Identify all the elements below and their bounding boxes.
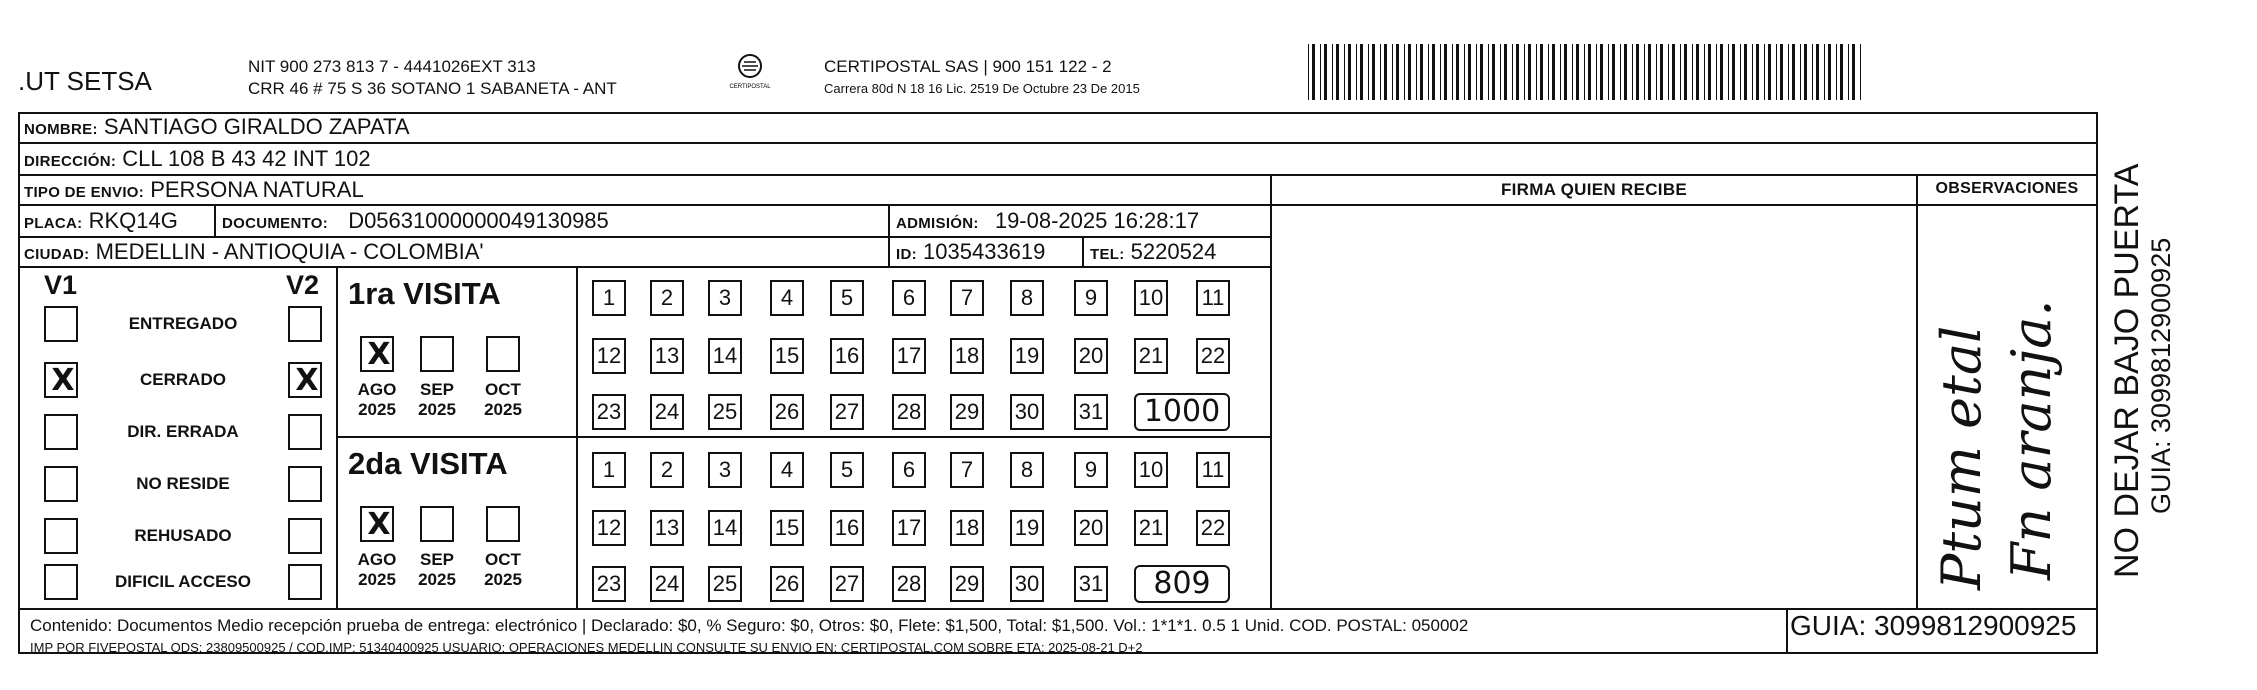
status-label: CERRADO bbox=[140, 370, 226, 389]
day-box[interactable]: 30 bbox=[1010, 566, 1044, 602]
barcode-bar bbox=[1624, 44, 1627, 100]
visit-hour[interactable]: 809 bbox=[1134, 565, 1230, 603]
barcode-bar bbox=[1668, 44, 1669, 100]
footer-content-line: Contenido: Documentos Medio recepción prueba de entrega: electrónico | Declarado: $0, % Seguro: $0, Otros: $0, Flete: $1,500, Total: $1,500. Vol.: 1*1*1. 0.5 1 Unid. COD. POSTAL: 050002 bbox=[30, 616, 1469, 635]
day-box[interactable]: 20 bbox=[1074, 510, 1108, 546]
month-label bbox=[347, 550, 407, 590]
v2-checkbox[interactable] bbox=[288, 414, 322, 450]
day-box[interactable]: 3 bbox=[708, 280, 742, 316]
barcode-bar bbox=[1752, 44, 1753, 100]
day-box[interactable]: 9 bbox=[1074, 280, 1108, 316]
day-box[interactable]: 30 bbox=[1010, 394, 1044, 430]
barcode-bar bbox=[1756, 44, 1759, 100]
barcode-bar bbox=[1608, 44, 1609, 100]
day-box[interactable]: 21 bbox=[1134, 338, 1168, 374]
day-box[interactable]: 15 bbox=[770, 510, 804, 546]
barcode-bar bbox=[1828, 44, 1831, 100]
barcode-bar bbox=[1788, 44, 1789, 100]
tipo-envio-row bbox=[24, 177, 364, 203]
barcode-bar bbox=[1800, 44, 1801, 100]
direccion-label: DIRECCIÓN: bbox=[24, 153, 117, 170]
month-year: 2025 bbox=[418, 400, 456, 419]
v1-checkbox[interactable] bbox=[44, 362, 78, 398]
v1-heading: V1 bbox=[44, 270, 78, 300]
day-box[interactable]: 24 bbox=[650, 566, 684, 602]
barcode-bar bbox=[1452, 44, 1453, 100]
barcode-bar bbox=[1488, 44, 1489, 100]
day-box[interactable]: 18 bbox=[950, 338, 984, 374]
certipostal-license: Carrera 80d N 18 16 Lic. 2519 De Octubre 23 De 2015 bbox=[824, 81, 1140, 96]
nombre-value: SANTIAGO GIRALDO ZAPATA bbox=[103, 114, 410, 139]
barcode-bar bbox=[1716, 44, 1717, 100]
admision-value: 19-08-2025 16:28:17 bbox=[994, 208, 1200, 233]
month-checkbox[interactable] bbox=[486, 506, 520, 542]
barcode-bar bbox=[1692, 44, 1693, 100]
month-checkbox[interactable] bbox=[420, 336, 454, 372]
day-box[interactable]: 18 bbox=[950, 510, 984, 546]
barcode-bar bbox=[1312, 44, 1315, 100]
certipostal-nit: CERTIPOSTAL SAS | 900 151 122 - 2 bbox=[824, 57, 1112, 76]
v1-checkbox[interactable] bbox=[44, 306, 78, 342]
barcode-bar bbox=[1416, 44, 1417, 100]
status-label: DIFICIL ACCESO bbox=[114, 572, 251, 591]
barcode-bar bbox=[1524, 44, 1525, 100]
side-warning: NO DEJAR BAJO PUERTA bbox=[2108, 163, 2146, 578]
day-box[interactable]: 3 bbox=[708, 452, 742, 488]
barcode-bar bbox=[1408, 44, 1411, 100]
documento-label: DOCUMENTO: bbox=[222, 215, 329, 232]
month-checkbox[interactable] bbox=[486, 336, 520, 372]
barcode-bar bbox=[1512, 44, 1513, 100]
v1-checkbox[interactable] bbox=[44, 414, 78, 450]
footer-print-line: IMP POR FIVEPOSTAL ODS: 23809500925 / COD.IMP: 51340400925 USUARIO: OPERACIONES MEDELLIN CONSULTE SU ENVIO EN: CERTIPOSTAL.COM SOBRE ETA: 2025-08-21 D+2 bbox=[30, 640, 1143, 655]
day-box[interactable]: 16 bbox=[830, 338, 864, 374]
barcode-bar bbox=[1728, 44, 1729, 100]
month-name: OCT bbox=[485, 380, 521, 399]
barcode-bar bbox=[1836, 44, 1837, 100]
barcode-bar bbox=[1516, 44, 1519, 100]
day-box[interactable]: 8 bbox=[1010, 452, 1044, 488]
barcode-bar bbox=[1840, 44, 1843, 100]
barcode-bar bbox=[1824, 44, 1825, 100]
day-box[interactable]: 4 bbox=[770, 452, 804, 488]
tipo-envio-value: PERSONA NATURAL bbox=[150, 177, 364, 202]
month-name: AGO bbox=[357, 380, 397, 399]
barcode-bar bbox=[1440, 44, 1441, 100]
visit2-title: 2da VISITA bbox=[348, 446, 508, 481]
barcode-bar bbox=[1816, 44, 1819, 100]
v1-check-mark: X bbox=[51, 363, 75, 398]
status-label: ENTREGADO bbox=[128, 314, 238, 333]
day-box[interactable]: 13 bbox=[650, 510, 684, 546]
day-box[interactable]: 16 bbox=[830, 510, 864, 546]
placa-value: RKQ14G bbox=[88, 208, 178, 233]
month-check-mark: X bbox=[367, 507, 391, 542]
direccion-value: CLL 108 B 43 42 INT 102 bbox=[122, 146, 371, 171]
barcode-bar bbox=[1812, 44, 1813, 100]
day-box[interactable]: 15 bbox=[770, 338, 804, 374]
month-label bbox=[473, 550, 533, 590]
day-box[interactable]: 25 bbox=[708, 566, 742, 602]
day-box[interactable]: 5 bbox=[830, 280, 864, 316]
v2-checkbox[interactable] bbox=[288, 518, 322, 554]
barcode-bar bbox=[1368, 44, 1369, 100]
signature-area[interactable] bbox=[1274, 206, 1914, 606]
id-value: 1035433619 bbox=[923, 239, 1046, 264]
observaciones-heading: OBSERVACIONES bbox=[1935, 180, 2079, 197]
month-label bbox=[407, 380, 467, 420]
barcode-bar bbox=[1320, 44, 1321, 100]
day-box[interactable]: 28 bbox=[892, 394, 926, 430]
v2-checkbox[interactable] bbox=[288, 564, 322, 600]
barcode-bar bbox=[1744, 44, 1747, 100]
placa-field bbox=[24, 208, 178, 234]
ciudad-value: MEDELLIN - ANTIOQUIA - COLOMBIA' bbox=[95, 239, 484, 264]
barcode-bar bbox=[1548, 44, 1549, 100]
barcode-bar bbox=[1536, 44, 1537, 100]
day-box[interactable]: 31 bbox=[1074, 566, 1108, 602]
company-name: .UT SETSA bbox=[18, 66, 152, 96]
barcode-bar bbox=[1420, 44, 1423, 100]
day-box[interactable]: 6 bbox=[892, 280, 926, 316]
tel-value: 5220524 bbox=[1130, 239, 1217, 264]
month-year: 2025 bbox=[484, 400, 522, 419]
day-box[interactable]: 29 bbox=[950, 394, 984, 430]
admision-field bbox=[896, 208, 1199, 234]
day-box[interactable]: 21 bbox=[1134, 510, 1168, 546]
observaciones-handwriting-line1: Ptum etal bbox=[1930, 325, 1993, 590]
company-address-line: CRR 46 # 75 S 36 SOTANO 1 SABANETA - ANT bbox=[248, 79, 617, 98]
barcode-bar bbox=[1576, 44, 1579, 100]
v1-checkbox[interactable] bbox=[44, 518, 78, 554]
barcode-bar bbox=[1596, 44, 1597, 100]
documento-value: D05631000000049130985 bbox=[348, 208, 609, 233]
id-label: ID: bbox=[896, 246, 917, 263]
tel-field bbox=[1090, 239, 1216, 265]
day-box[interactable]: 14 bbox=[708, 510, 742, 546]
month-name: AGO bbox=[357, 550, 397, 569]
day-box[interactable]: 19 bbox=[1010, 510, 1044, 546]
day-box[interactable]: 22 bbox=[1196, 510, 1230, 546]
side-guia: GUIA: 3099812900925 bbox=[2146, 237, 2176, 514]
barcode-bar bbox=[1380, 44, 1381, 100]
barcode-bar bbox=[1740, 44, 1741, 100]
barcode-bar bbox=[1356, 44, 1357, 100]
month-year: 2025 bbox=[358, 570, 396, 589]
tipo-envio-label: TIPO DE ENVIO: bbox=[24, 184, 145, 201]
day-box[interactable]: 9 bbox=[1074, 452, 1108, 488]
barcode-bar bbox=[1396, 44, 1399, 100]
day-box[interactable]: 26 bbox=[770, 566, 804, 602]
day-box[interactable]: 26 bbox=[770, 394, 804, 430]
barcode bbox=[1306, 44, 1866, 100]
barcode-bar bbox=[1456, 44, 1459, 100]
month-label bbox=[407, 550, 467, 590]
ciudad-label: CIUDAD: bbox=[24, 246, 90, 263]
barcode-bar bbox=[1492, 44, 1495, 100]
barcode-bar bbox=[1612, 44, 1615, 100]
footer-guia: GUIA: 3099812900925 bbox=[1790, 610, 2077, 641]
barcode-bar bbox=[1432, 44, 1435, 100]
month-name: OCT bbox=[485, 550, 521, 569]
barcode-bar bbox=[1780, 44, 1783, 100]
barcode-bar bbox=[1708, 44, 1711, 100]
month-checkbox[interactable] bbox=[360, 336, 394, 372]
barcode-bar bbox=[1344, 44, 1345, 100]
month-year: 2025 bbox=[484, 570, 522, 589]
day-box[interactable]: 17 bbox=[892, 338, 926, 374]
barcode-bar bbox=[1804, 44, 1807, 100]
barcode-bar bbox=[1600, 44, 1603, 100]
barcode-bar bbox=[1500, 44, 1501, 100]
day-box[interactable]: 1 bbox=[592, 452, 626, 488]
v2-heading: V2 bbox=[286, 270, 320, 300]
barcode-bar bbox=[1324, 44, 1327, 100]
v1-checkbox[interactable] bbox=[44, 466, 78, 502]
barcode-bar bbox=[1476, 44, 1477, 100]
month-label bbox=[347, 380, 407, 420]
barcode-bar bbox=[1764, 44, 1765, 100]
day-box[interactable]: 7 bbox=[950, 452, 984, 488]
day-box[interactable]: 23 bbox=[592, 566, 626, 602]
day-box[interactable]: 11 bbox=[1196, 280, 1230, 316]
nit-line: NIT 900 273 813 7 - 4441026EXT 313 bbox=[248, 57, 536, 76]
barcode-bar bbox=[1384, 44, 1387, 100]
day-box[interactable]: 28 bbox=[892, 566, 926, 602]
day-box[interactable]: 11 bbox=[1196, 452, 1230, 488]
day-box[interactable]: 20 bbox=[1074, 338, 1108, 374]
barcode-bar bbox=[1680, 44, 1681, 100]
v1-checkbox[interactable] bbox=[44, 564, 78, 600]
barcode-bar bbox=[1632, 44, 1633, 100]
barcode-bar bbox=[1336, 44, 1339, 100]
barcode-bar bbox=[1560, 44, 1561, 100]
day-box[interactable]: 2 bbox=[650, 280, 684, 316]
barcode-bar bbox=[1852, 44, 1855, 100]
month-name: SEP bbox=[419, 380, 455, 399]
month-name: SEP bbox=[419, 550, 455, 569]
barcode-bar bbox=[1572, 44, 1573, 100]
month-checkbox[interactable] bbox=[420, 506, 454, 542]
day-box[interactable]: 14 bbox=[708, 338, 742, 374]
day-box[interactable]: 10 bbox=[1134, 280, 1168, 316]
barcode-bar bbox=[1404, 44, 1405, 100]
v2-check-mark: X bbox=[295, 363, 319, 398]
barcode-bar bbox=[1672, 44, 1675, 100]
day-box[interactable]: 13 bbox=[650, 338, 684, 374]
barcode-bar bbox=[1552, 44, 1555, 100]
barcode-bar bbox=[1732, 44, 1735, 100]
barcode-bar bbox=[1372, 44, 1375, 100]
barcode-bar bbox=[1444, 44, 1447, 100]
barcode-bar bbox=[1792, 44, 1795, 100]
day-box[interactable]: 8 bbox=[1010, 280, 1044, 316]
barcode-bar bbox=[1332, 44, 1333, 100]
placa-label: PLACA: bbox=[24, 215, 83, 232]
barcode-bar bbox=[1656, 44, 1657, 100]
logo-text: CERTIPOSTAL bbox=[729, 84, 771, 90]
barcode-bar bbox=[1480, 44, 1483, 100]
ciudad-field bbox=[24, 239, 484, 265]
month-year: 2025 bbox=[358, 400, 396, 419]
day-box[interactable]: 7 bbox=[950, 280, 984, 316]
day-box[interactable]: 24 bbox=[650, 394, 684, 430]
company-nit-block bbox=[248, 56, 617, 100]
barcode-bar bbox=[1348, 44, 1351, 100]
barcode-bar bbox=[1588, 44, 1591, 100]
day-box[interactable]: 2 bbox=[650, 452, 684, 488]
barcode-bar bbox=[1720, 44, 1723, 100]
direccion-row bbox=[24, 146, 371, 172]
visit-hour[interactable]: 1000 bbox=[1134, 393, 1230, 431]
admision-label: ADMISIÓN: bbox=[896, 215, 979, 232]
day-box[interactable]: 29 bbox=[950, 566, 984, 602]
barcode-bar bbox=[1848, 44, 1849, 100]
observaciones-handwriting-line2: Fn aranja. bbox=[2000, 299, 2063, 580]
day-box[interactable]: 27 bbox=[830, 566, 864, 602]
day-box[interactable]: 1 bbox=[592, 280, 626, 316]
v2-checkbox[interactable] bbox=[288, 306, 322, 342]
status-label: REHUSADO bbox=[134, 526, 232, 545]
barcode-bar bbox=[1392, 44, 1393, 100]
month-check-mark: X bbox=[367, 337, 391, 372]
barcode-bar bbox=[1584, 44, 1585, 100]
barcode-bar bbox=[1660, 44, 1663, 100]
day-box[interactable]: 22 bbox=[1196, 338, 1230, 374]
nombre-row bbox=[24, 114, 410, 140]
day-box[interactable]: 10 bbox=[1134, 452, 1168, 488]
day-box[interactable]: 5 bbox=[830, 452, 864, 488]
v2-checkbox[interactable] bbox=[288, 362, 322, 398]
day-box[interactable]: 23 bbox=[592, 394, 626, 430]
month-label bbox=[473, 380, 533, 420]
barcode-bar bbox=[1776, 44, 1777, 100]
barcode-bar bbox=[1636, 44, 1639, 100]
barcode-bar bbox=[1528, 44, 1531, 100]
barcode-bar bbox=[1704, 44, 1705, 100]
day-box[interactable]: 19 bbox=[1010, 338, 1044, 374]
month-year: 2025 bbox=[418, 570, 456, 589]
barcode-bar bbox=[1644, 44, 1645, 100]
barcode-bar bbox=[1468, 44, 1471, 100]
barcode-bar bbox=[1860, 44, 1861, 100]
visit1-title: 1ra VISITA bbox=[348, 276, 501, 311]
barcode-bar bbox=[1504, 44, 1507, 100]
day-box[interactable]: 6 bbox=[892, 452, 926, 488]
barcode-bar bbox=[1696, 44, 1699, 100]
day-box[interactable]: 4 bbox=[770, 280, 804, 316]
barcode-bar bbox=[1464, 44, 1465, 100]
barcode-bar bbox=[1308, 44, 1309, 100]
day-box[interactable]: 31 bbox=[1074, 394, 1108, 430]
day-box[interactable]: 17 bbox=[892, 510, 926, 546]
day-box[interactable]: 12 bbox=[592, 510, 626, 546]
barcode-bar bbox=[1428, 44, 1429, 100]
barcode-bar bbox=[1684, 44, 1687, 100]
documento-field bbox=[222, 208, 609, 234]
v2-checkbox[interactable] bbox=[288, 466, 322, 502]
barcode-bar bbox=[1540, 44, 1543, 100]
barcode-bar bbox=[1564, 44, 1567, 100]
tel-label: TEL: bbox=[1090, 246, 1125, 263]
nombre-label: NOMBRE: bbox=[24, 121, 98, 138]
status-label: DIR. ERRADA bbox=[127, 422, 239, 441]
barcode-bar bbox=[1360, 44, 1363, 100]
id-field bbox=[896, 239, 1045, 265]
firma-heading: FIRMA QUIEN RECIBE bbox=[1500, 180, 1688, 199]
certipostal-block bbox=[824, 56, 1140, 100]
month-checkbox[interactable] bbox=[360, 506, 394, 542]
barcode-bar bbox=[1768, 44, 1771, 100]
status-label: NO RESIDE bbox=[136, 474, 230, 493]
certipostal-logo-icon bbox=[718, 52, 782, 96]
barcode-bar bbox=[1648, 44, 1651, 100]
barcode-bar bbox=[1620, 44, 1621, 100]
day-box[interactable]: 27 bbox=[830, 394, 864, 430]
day-box[interactable]: 12 bbox=[592, 338, 626, 374]
day-box[interactable]: 25 bbox=[708, 394, 742, 430]
